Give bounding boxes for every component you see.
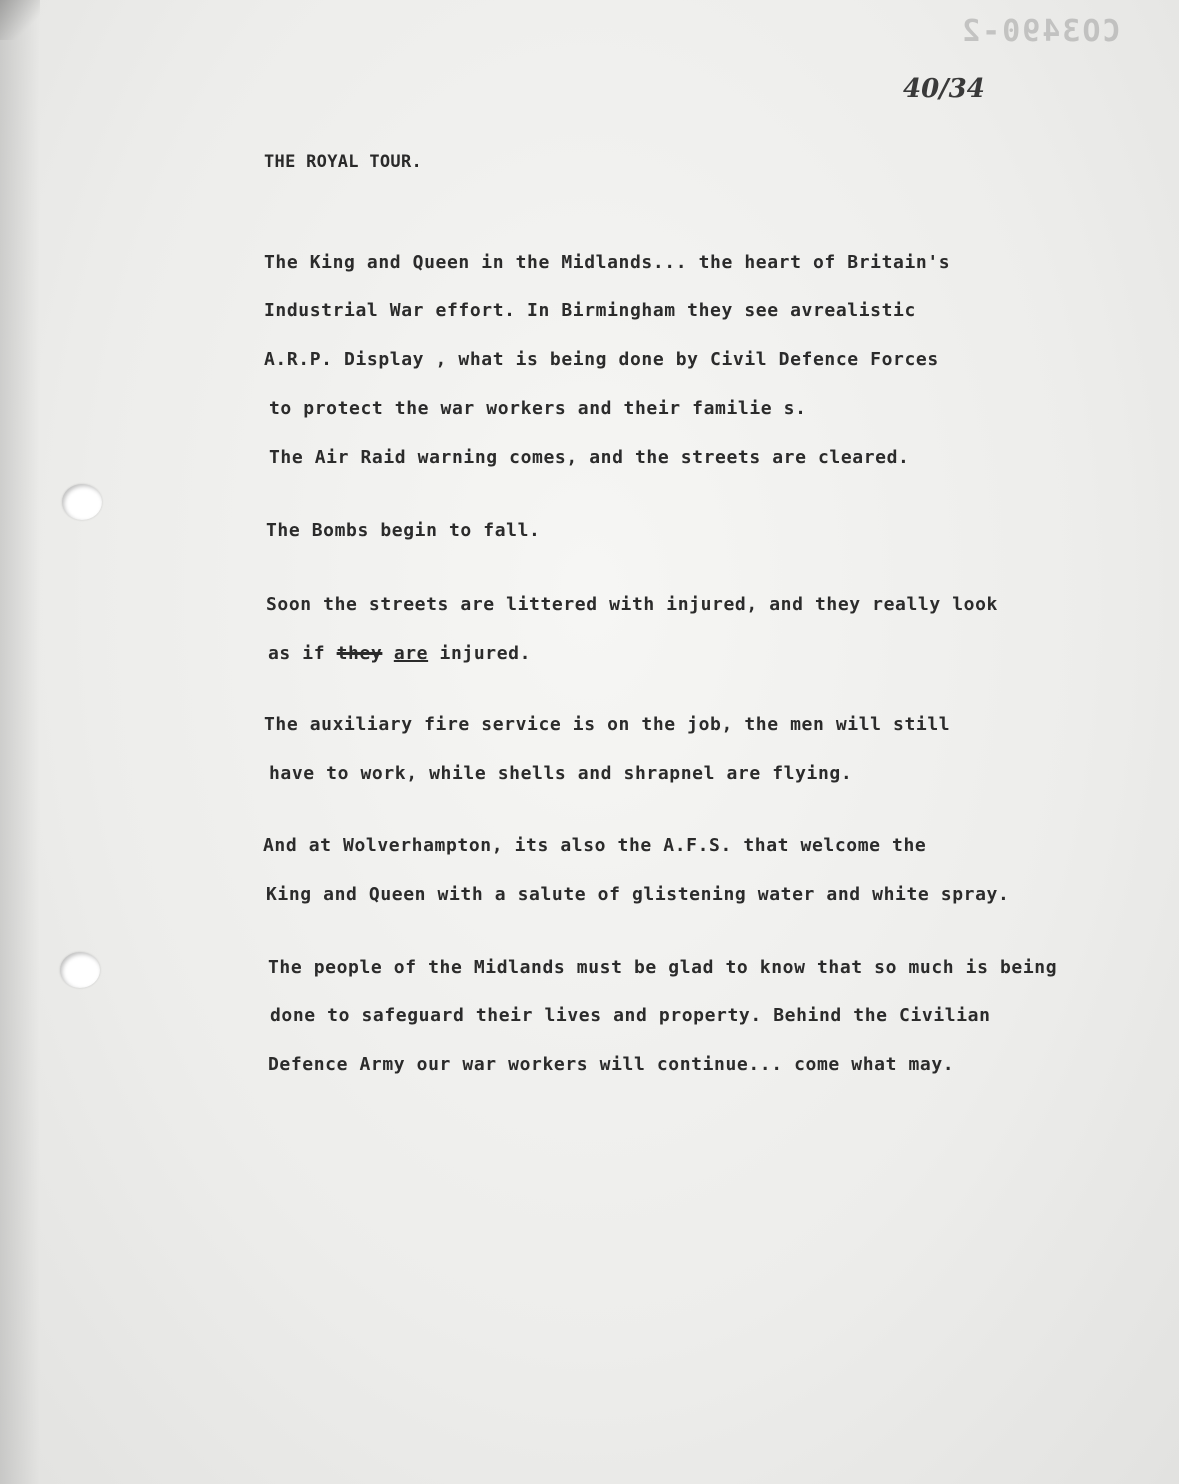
underlined-word: are	[393, 643, 429, 664]
text-line: The people of the Midlands must be glad to know that so much is being	[268, 957, 1058, 978]
archive-stamp: CO3490-2	[960, 14, 1121, 49]
page-edge-shadow	[0, 0, 40, 1484]
text-line: A.R.P. Display , what is being done by Civil Defence Forces	[264, 349, 939, 370]
text-fragment: injured.	[428, 643, 532, 664]
text-line: The Air Raid warning comes, and the streets are cleared.	[269, 447, 910, 468]
handwritten-page-reference: 40/34	[903, 74, 985, 104]
text-line: done to safeguard their lives and property. Behind the Civilian	[270, 1005, 991, 1026]
text-line: Defence Army our war workers will continue... come what may.	[268, 1054, 955, 1075]
page-corner-fold	[0, 0, 40, 40]
punch-hole	[60, 952, 100, 988]
text-line: have to work, while shells and shrapnel are flying.	[269, 763, 853, 784]
text-line: King and Queen with a salute of glistening water and white spray.	[266, 884, 1010, 905]
text-line: And at Wolverhampton, its also the A.F.S. that welcome the	[263, 835, 927, 856]
punch-hole	[62, 484, 102, 520]
text-line: Industrial War effort. In Birmingham they see avrealistic	[264, 300, 916, 321]
text-line: to protect the war workers and their familie s.	[269, 398, 807, 419]
struck-word: they	[336, 643, 383, 664]
document-title: THE ROYAL TOUR.	[264, 152, 423, 172]
text-line: The Bombs begin to fall.	[266, 520, 541, 541]
text-line-with-correction	[268, 643, 531, 664]
text-line: The King and Queen in the Midlands... the heart of Britain's	[264, 252, 951, 273]
text-line: Soon the streets are littered with injured, and they really look	[266, 594, 998, 615]
text-fragment: as if	[268, 643, 337, 664]
text-line: The auxiliary fire service is on the job, the men will still	[264, 714, 951, 735]
